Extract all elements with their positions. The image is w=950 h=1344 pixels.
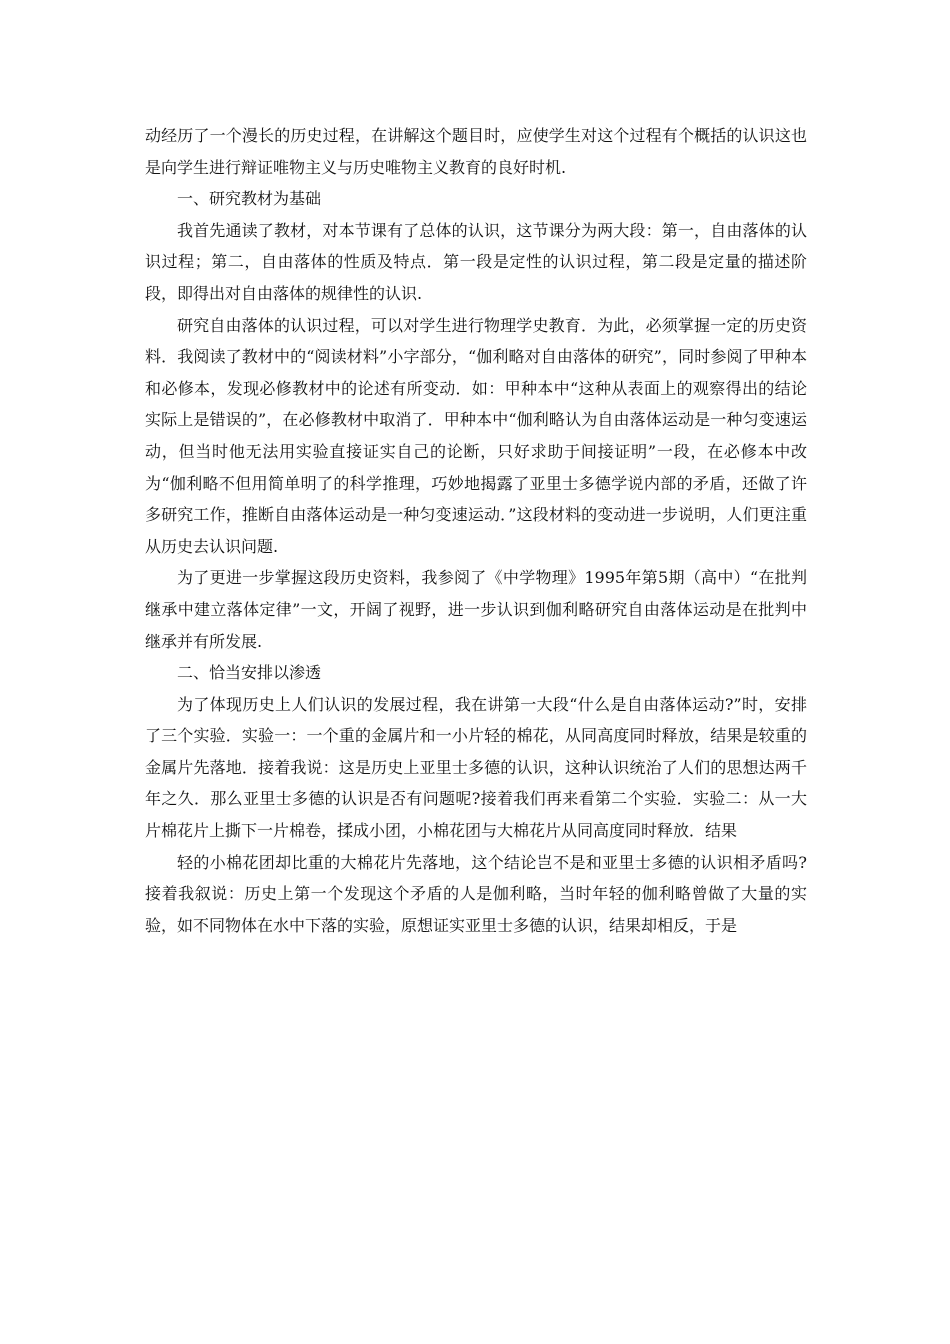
paragraph-4: 为了体现历史上人们认识的发展过程，我在讲第一大段“什么是自由落体运动?”时，安排了三个实验．实验一：一个重的金属片和一小片轻的棉花，从同高度同时释放，结果是较重的金属片先落地．接着我说：这是历史上亚里士多德的认识，这种认识统治了人们的思想达两千年之久．那么亚里士多德的认识是否有问题呢?接着我们再来看第二个实验．实验二：从一大片棉花片上撕下一片棉卷，揉成小团，小棉花团与大棉花片从同高度同时释放．结果 — [145, 694, 807, 841]
paragraph-5: 轻的小棉花团却比重的大棉花片先落地，这个结论岂不是和亚里士多德的认识相矛盾吗?接着我叙说：历史上第一个发现这个矛盾的人是伽利略，当时年轻的伽利略曾做了大量的实验，如不同物体在水中下落的实验，原想证实亚里士多德的认识，结果却相反，于是 — [145, 852, 807, 935]
paragraph-3: 为了更进一步掌握这段历史资料，我参阅了《中学物理》1995年第5期（高中）“在批判继承中建立落体定律”一文，开阔了视野，进一步认识到伽利略研究自由落体运动是在批判中继承并有所发展. — [145, 568, 807, 651]
paragraph-2: 研究自由落体的认识过程，可以对学生进行物理学史教育．为此，必须掌握一定的历史资料．我阅读了教材中的“阅读材料”小字部分，“伽利略对自由落体的研究”，同时参阅了甲种本和必修本，发现必修教材中的论述有所变动．如：甲种本中“这种从表面上的观察得出的结论实际上是错误的”，在必修教材中取消了．甲种本中“伽利略认为自由落体运动是一种匀变速运动，但当时他无法用实验直接证实自己的论断，只好求助于间接证明”一段，在必修本中改为“伽利略不但用简单明了的科学推理，巧妙地揭露了亚里士多德学说内部的矛盾，还做了许多研究工作，推断自由落体运动是一种匀变速运动．”这段材料的变动进一步说明，人们更注重从历史去认识问题. — [145, 315, 807, 556]
paragraph-1: 我首先通读了教材，对本节课有了总体的认识，这节课分为两大段：第一，自由落体的认识过程；第二，自由落体的性质及特点．第一段是定性的认识过程，第二段是定量的描述阶段，即得出对自由落体的规律性的认识. — [145, 220, 807, 303]
document-page — [145, 120, 807, 941]
section-heading-2: 二、恰当安排以渗透 — [177, 663, 322, 683]
section-heading-1: 一、研究教材为基础 — [177, 189, 322, 209]
paragraph-continuation: 动经历了一个漫长的历史过程，在讲解这个题目时，应使学生对这个过程有个概括的认识这也是向学生进行辩证唯物主义与历史唯物主义教育的良好时机. — [145, 126, 807, 177]
